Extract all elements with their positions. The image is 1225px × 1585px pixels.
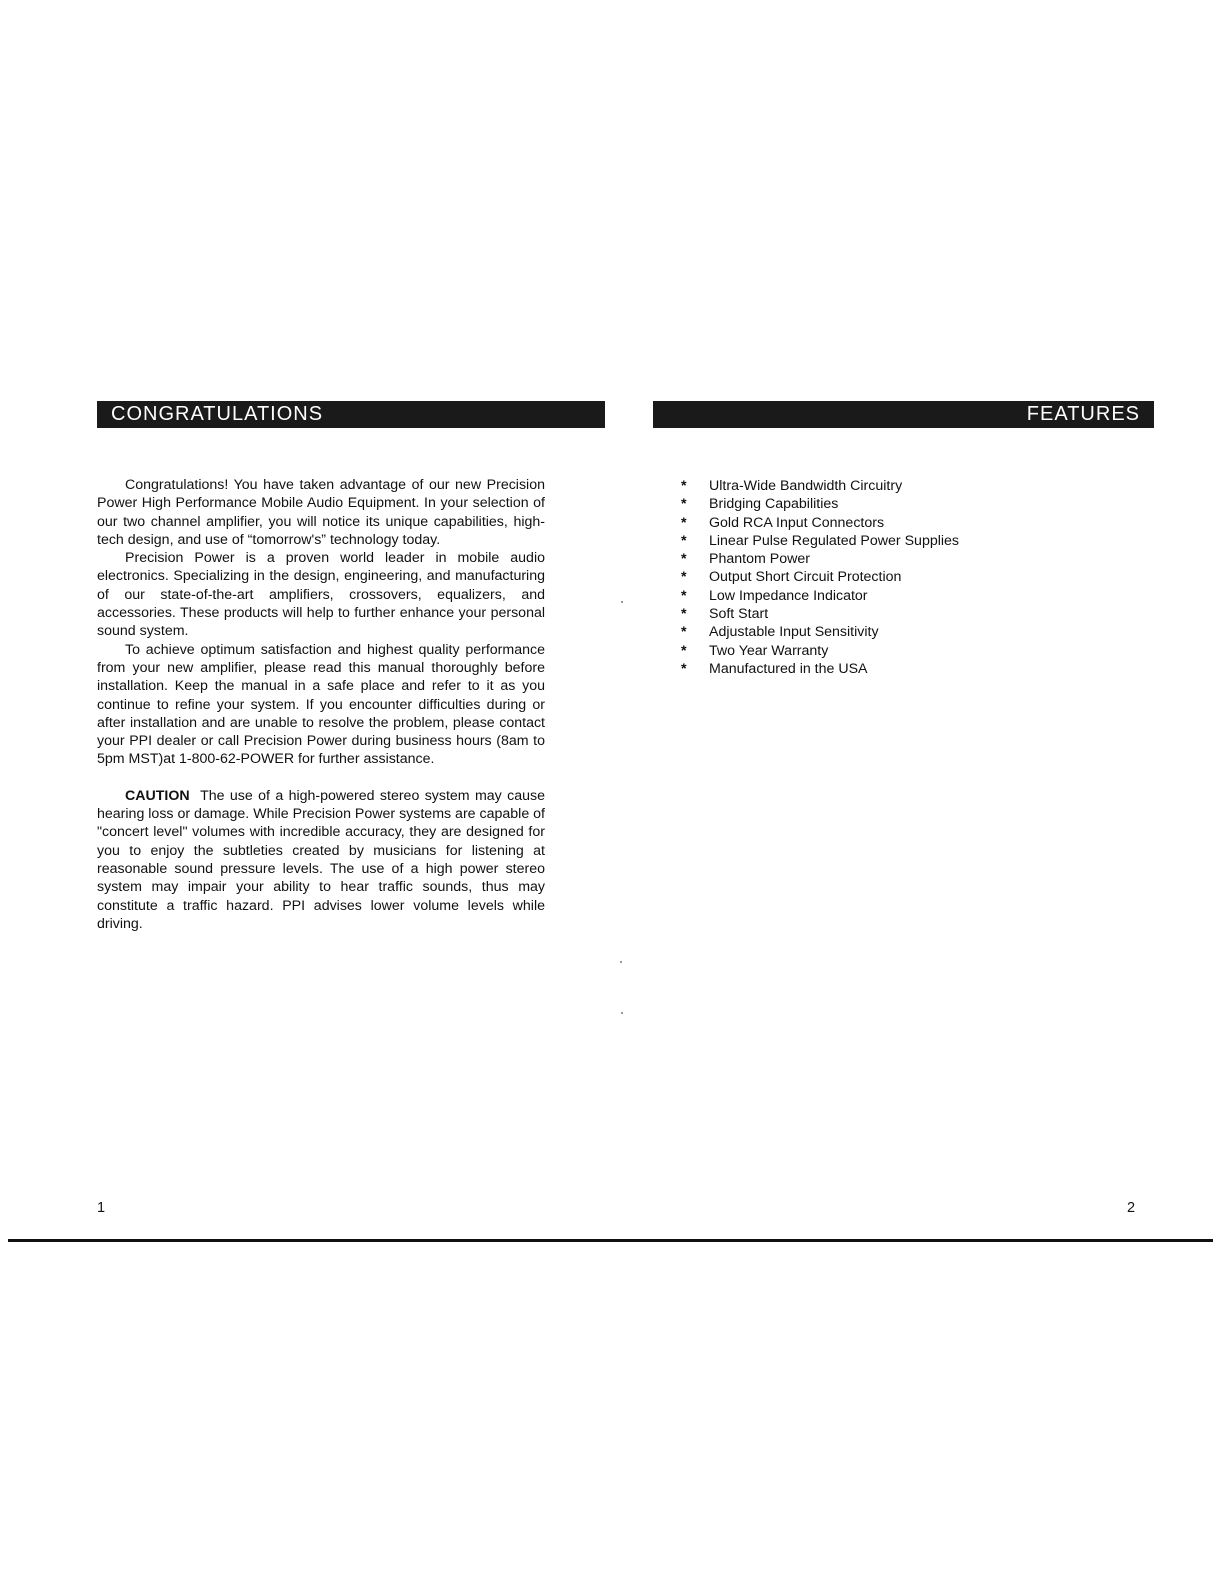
list-item <box>653 660 1154 678</box>
caution-paragraph <box>97 787 545 933</box>
feature-label: Manufactured in the USA <box>709 660 868 677</box>
bullet-asterisk-icon: * <box>681 514 687 531</box>
left-page <box>97 401 605 933</box>
features-header: FEATURES <box>653 401 1154 428</box>
bullet-asterisk-icon: * <box>681 624 687 641</box>
features-list <box>653 477 1154 678</box>
list-item <box>653 623 1154 641</box>
feature-label: Output Short Circuit Protection <box>709 569 902 586</box>
list-item <box>653 550 1154 568</box>
instructions-paragraph: To achieve optimum satisfaction and highest quality performance from your new amplifier, please read this manual thoroughly before installation. Keep the manual in a safe place and refer to it as you continue to refine your system. If you encounter difficulties during or after installation and are unable to resolve the problem, please contact your PPI dealer or call Precision Power during business hours (8am to 5pm MST)at 1-800-62-POWER for further assistance. <box>97 641 545 768</box>
bullet-asterisk-icon: * <box>681 478 687 494</box>
bullet-asterisk-icon: * <box>681 587 687 604</box>
feature-label: Adjustable Input Sensitivity <box>709 624 879 641</box>
congratulations-header: CONGRATULATIONS <box>97 401 605 428</box>
congratulations-body <box>97 476 545 933</box>
bullet-asterisk-icon: * <box>681 569 687 586</box>
intro-paragraph: Congratulations! You have taken advantage of our new Precision Power High Performance Mobile Audio Equipment. In your selection of our two channel amplifier, you will notice its unique capabilities, high-tech design, and use of “tomorrow's” technology today. <box>97 477 545 548</box>
list-item <box>653 568 1154 586</box>
list-item <box>653 477 1154 495</box>
feature-label: Phantom Power <box>709 551 810 568</box>
list-item <box>653 532 1154 550</box>
bullet-asterisk-icon: * <box>681 642 687 659</box>
scan-speck <box>621 1012 623 1014</box>
caution-label: CAUTION <box>125 787 190 804</box>
scan-speck <box>621 601 623 603</box>
page-number-right: 2 <box>1127 1200 1136 1216</box>
scan-speck <box>620 961 622 963</box>
list-item <box>653 642 1154 660</box>
feature-label: Ultra-Wide Bandwidth Circuitry <box>709 478 903 494</box>
list-item <box>653 495 1154 513</box>
bullet-asterisk-icon: * <box>681 496 687 513</box>
bullet-asterisk-icon: * <box>681 551 687 568</box>
feature-label: Gold RCA Input Connectors <box>709 514 885 531</box>
feature-label: Bridging Capabilities <box>709 496 839 513</box>
feature-label: Soft Start <box>709 606 769 623</box>
feature-label: Low Impedance Indicator <box>709 587 868 604</box>
list-item <box>653 587 1154 605</box>
caution-text: The use of a high-powered stereo system may cause hearing loss or damage. While Precision Power systems are capable of "concert level" volumes with incredible accuracy, they are designed for you to enjoy the subtleties created by musicians for listening at reasonable sound pressure levels. The use of a high power stereo system may impair your ability to hear traffic sounds, thus may constitute a traffic hazard. PPI advises lower volume levels while driving. <box>97 787 545 932</box>
bottom-rule <box>8 1239 1213 1242</box>
company-paragraph: Precision Power is a proven world leader in mobile audio electronics. Specializing in the design, engineering, and manufacturing of our state-of-the-art amplifiers, crossovers, equalizers, and accessories. These products will help to further enhance your personal sound system. <box>97 550 545 640</box>
list-item <box>653 514 1154 532</box>
feature-label: Two Year Warranty <box>709 642 829 659</box>
bullet-asterisk-icon: * <box>681 660 687 677</box>
page-number-left: 1 <box>97 1200 106 1216</box>
right-page <box>653 401 1154 678</box>
feature-label: Linear Pulse Regulated Power Supplies <box>709 532 960 549</box>
list-item <box>653 605 1154 623</box>
bullet-asterisk-icon: * <box>681 606 687 623</box>
bullet-asterisk-icon: * <box>681 532 687 549</box>
